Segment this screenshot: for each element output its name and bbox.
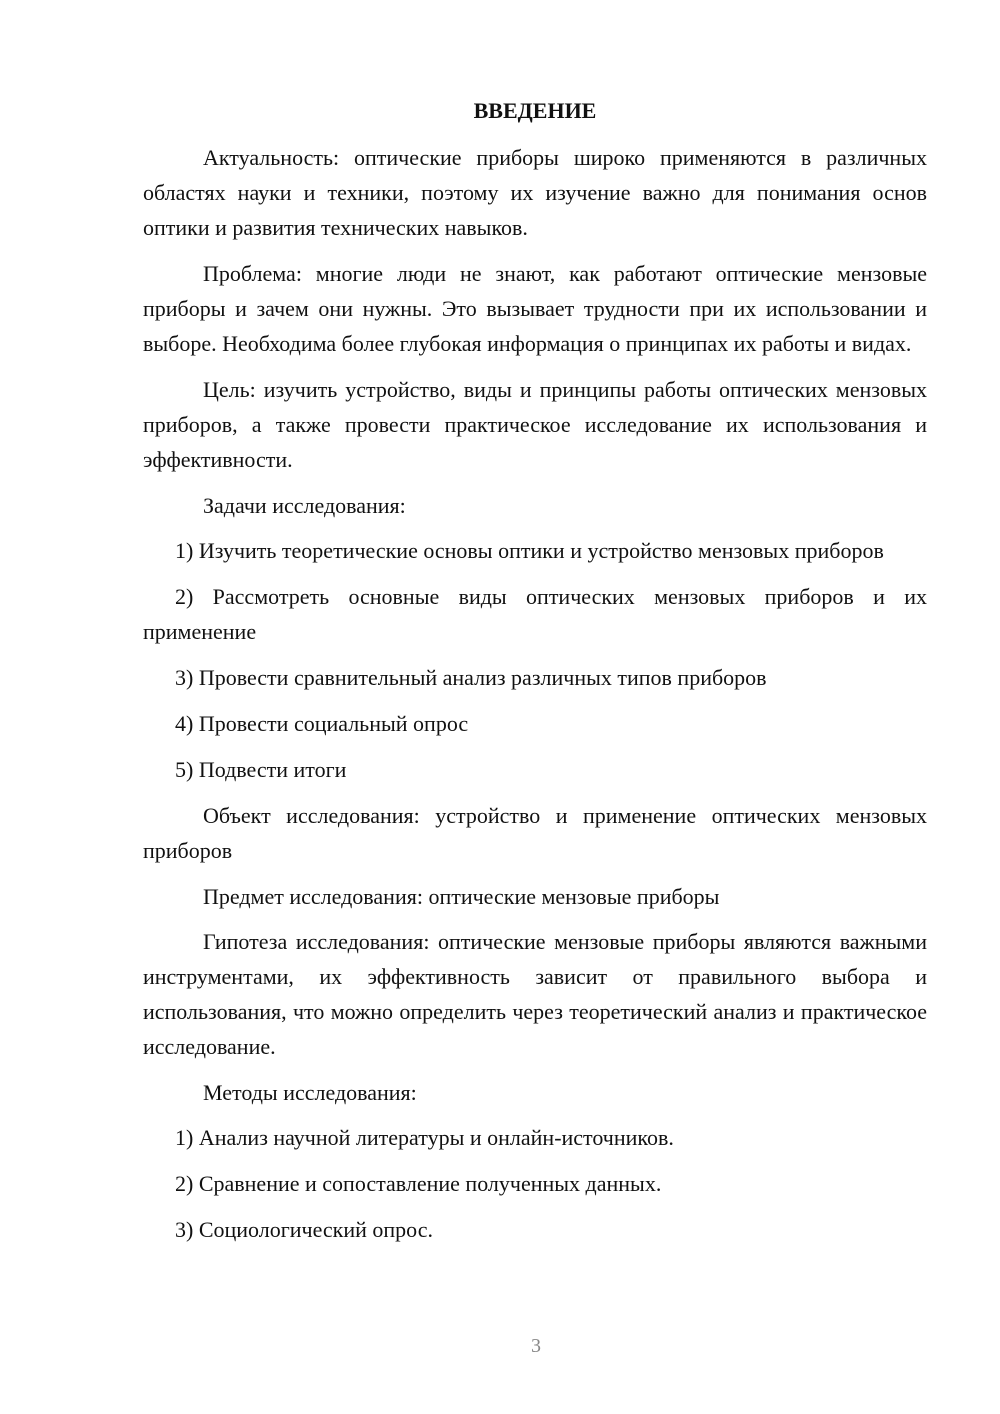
task-item: 5) Подвести итоги [175,757,347,782]
page-number: 3 [531,1335,541,1357]
methods-title: Методы исследования: [203,1080,417,1105]
hypothesis-paragraph: Гипотеза исследования: оптические мензовые приборы являются важными инструментами, их эффективность зависит от правильного выбора и использования, что можно определить через теоретический анализ и практическое исследование. [143,929,927,1059]
tasks-title: Задачи исследования: [203,493,406,518]
method-item: 2) Сравнение и сопоставление полученных данных. [175,1171,662,1196]
task-item: 3) Провести сравнительный анализ различных типов приборов [175,665,767,690]
task-item: 1) Изучить теоретические основы оптики и устройство мензовых приборов [175,538,884,563]
goal-paragraph: Цель: изучить устройство, виды и принципы работы оптических мензовых приборов, а также провести практическое исследование их использования и эффективности. [143,377,927,472]
method-item: 3) Социологический опрос. [175,1217,433,1242]
document-page [143,96,927,1258]
relevance-paragraph: Актуальность: оптические приборы широко применяются в различных областях науки и техники, поэтому их изучение важно для понимания основ оптики и развития технических навыков. [143,145,927,240]
problem-paragraph: Проблема: многие люди не знают, как работают оптические мензовые приборы и зачем они нужны. Это вызывает трудности при их использовании и выборе. Необходима более глубокая информация о принципах их работы и видах. [143,261,927,356]
page-title: ВВЕДЕНИЕ [473,98,597,123]
method-item: 1) Анализ научной литературы и онлайн-источников. [175,1125,674,1150]
task-item: 4) Провести социальный опрос [175,711,469,736]
subject-paragraph: Предмет исследования: оптические мензовые приборы [203,884,720,909]
object-paragraph: Объект исследования: устройство и применение оптических мензовых приборов [143,803,927,863]
task-item: 2) Рассмотреть основные виды оптических мензовых приборов и их применение [143,584,927,644]
